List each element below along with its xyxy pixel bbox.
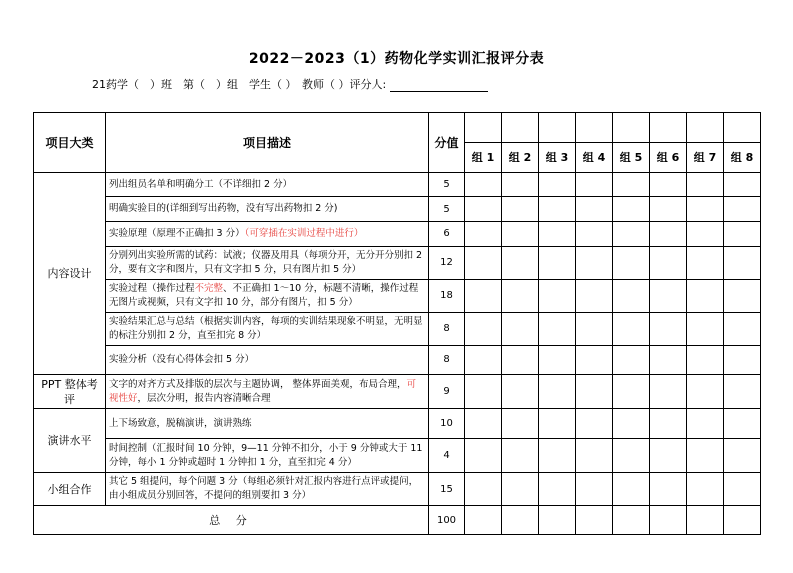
table-row — [34, 345, 761, 375]
total-entry-cell[interactable] — [650, 506, 687, 535]
score-entry-cell[interactable] — [576, 473, 613, 506]
score-entry-cell[interactable] — [576, 222, 613, 247]
total-entry-cell[interactable] — [724, 506, 761, 535]
score-entry-cell[interactable] — [613, 172, 650, 197]
score-entry-cell[interactable] — [724, 345, 761, 375]
score-entry-cell[interactable] — [687, 473, 724, 506]
score-entry-cell[interactable] — [724, 473, 761, 506]
header-group-7: 组 7 — [687, 142, 724, 172]
category-team: 小组合作 — [34, 473, 106, 506]
score-entry-cell[interactable] — [539, 473, 576, 506]
row-description: 列出组员名单和明确分工（不详细扣 2 分） — [106, 172, 429, 197]
score-entry-cell[interactable] — [687, 222, 724, 247]
group-header-top-cell — [724, 113, 761, 143]
score-entry-cell[interactable] — [576, 439, 613, 473]
row-description: 实验结果汇总与总结（根据实训内容，每项的实训结果现象不明显，无明显的标注分别扣 2 分，直至扣完 8 分） — [106, 312, 429, 345]
table-row — [34, 312, 761, 345]
total-entry-cell[interactable] — [613, 506, 650, 535]
score-entry-cell[interactable] — [465, 439, 502, 473]
score-entry-cell[interactable] — [465, 172, 502, 197]
group-header-top-cell — [613, 113, 650, 143]
row-score: 4 — [429, 439, 465, 473]
header-category: 项目大类 — [34, 113, 106, 173]
group-header-top-cell — [502, 113, 539, 143]
header-group-5: 组 5 — [613, 142, 650, 172]
score-entry-cell[interactable] — [724, 279, 761, 312]
score-entry-cell[interactable] — [576, 312, 613, 345]
row-description: 实验分析（没有心得体会扣 5 分） — [106, 345, 429, 375]
score-entry-cell[interactable] — [613, 439, 650, 473]
score-entry-cell[interactable] — [465, 409, 502, 439]
score-entry-cell[interactable] — [502, 409, 539, 439]
total-score: 100 — [429, 506, 465, 535]
score-entry-cell[interactable] — [613, 409, 650, 439]
header-description: 项目描述 — [106, 113, 429, 173]
row-score: 12 — [429, 246, 465, 279]
row-description: 时间控制（汇报时间 10 分钟，9—11 分钟不扣分，小于 9 分钟或大于 11 分钟，每小 1 分钟或超时 1 分钟扣 1 分，直至扣完 4 分） — [106, 439, 429, 473]
header-group-1: 组 1 — [465, 142, 502, 172]
score-entry-cell[interactable] — [650, 375, 687, 409]
total-row — [34, 506, 761, 535]
score-entry-cell[interactable] — [502, 197, 539, 222]
score-entry-cell[interactable] — [539, 439, 576, 473]
row-score: 10 — [429, 409, 465, 439]
score-entry-cell[interactable] — [502, 473, 539, 506]
score-entry-cell[interactable] — [724, 222, 761, 247]
score-entry-cell[interactable] — [502, 439, 539, 473]
score-entry-cell[interactable] — [687, 439, 724, 473]
score-entry-cell[interactable] — [650, 197, 687, 222]
score-entry-cell[interactable] — [613, 375, 650, 409]
score-entry-cell[interactable] — [650, 279, 687, 312]
score-entry-cell[interactable] — [465, 197, 502, 222]
score-entry-cell[interactable] — [650, 345, 687, 375]
evaluator-blank — [390, 79, 488, 92]
score-entry-cell[interactable] — [687, 197, 724, 222]
score-entry-cell[interactable] — [539, 409, 576, 439]
total-label: 总 分 — [34, 506, 429, 535]
description-text: 实验过程（操作过程 — [109, 282, 195, 294]
score-entry-cell[interactable] — [539, 222, 576, 247]
category-content-design: 内容设计 — [34, 172, 106, 375]
score-entry-cell[interactable] — [613, 312, 650, 345]
info-text: 21药学（ ）班 第（ ）组 学生（ ） 教师（ ）评分人: — [92, 78, 387, 91]
red-note-text: （可穿插在实训过程中进行） — [244, 227, 364, 239]
row-score: 18 — [429, 279, 465, 312]
score-entry-cell[interactable] — [539, 375, 576, 409]
row-description: 上下场致意，脱稿演讲，演讲熟练 — [106, 409, 429, 439]
score-entry-cell[interactable] — [465, 473, 502, 506]
total-entry-cell[interactable] — [687, 506, 724, 535]
score-entry-cell[interactable] — [465, 279, 502, 312]
row-description — [106, 222, 429, 247]
row-score: 5 — [429, 197, 465, 222]
score-entry-cell[interactable] — [687, 246, 724, 279]
score-entry-cell[interactable] — [502, 345, 539, 375]
score-entry-cell[interactable] — [502, 375, 539, 409]
score-entry-cell[interactable] — [539, 312, 576, 345]
score-entry-cell[interactable] — [613, 197, 650, 222]
score-entry-cell[interactable] — [650, 222, 687, 247]
row-score: 9 — [429, 375, 465, 409]
score-entry-cell[interactable] — [724, 246, 761, 279]
score-entry-cell[interactable] — [576, 345, 613, 375]
score-entry-cell[interactable] — [465, 222, 502, 247]
score-entry-cell[interactable] — [539, 246, 576, 279]
score-entry-cell[interactable] — [465, 375, 502, 409]
score-entry-cell[interactable] — [650, 246, 687, 279]
score-entry-cell[interactable] — [724, 409, 761, 439]
table-row — [34, 197, 761, 222]
description-text: ，层次分明，报告内容清晰合理 — [137, 392, 271, 404]
score-entry-cell[interactable] — [576, 375, 613, 409]
score-entry-cell[interactable] — [613, 246, 650, 279]
score-entry-cell[interactable] — [576, 172, 613, 197]
header-group-6: 组 6 — [650, 142, 687, 172]
total-entry-cell[interactable] — [576, 506, 613, 535]
score-entry-cell[interactable] — [539, 279, 576, 312]
red-note-text: 可视性好 — [109, 378, 417, 404]
total-entry-cell[interactable] — [502, 506, 539, 535]
score-entry-cell[interactable] — [502, 279, 539, 312]
description-text: 、不正确扣 1～10 分，标题不清晰，操作过程无图片或视频，只有文字扣 10 分，部分有图片，扣 5 分） — [109, 282, 419, 308]
score-entry-cell[interactable] — [724, 375, 761, 409]
score-entry-cell[interactable] — [539, 197, 576, 222]
header-group-3: 组 3 — [539, 142, 576, 172]
row-score: 8 — [429, 312, 465, 345]
table-row — [34, 222, 761, 247]
group-header-top-cell — [576, 113, 613, 143]
score-entry-cell[interactable] — [539, 172, 576, 197]
table-row — [34, 409, 761, 439]
group-header-top-cell — [687, 113, 724, 143]
row-score: 6 — [429, 222, 465, 247]
score-entry-cell[interactable] — [724, 439, 761, 473]
score-entry-cell[interactable] — [687, 375, 724, 409]
row-description — [106, 375, 429, 409]
row-description: 明确实验目的(详细到写出药物，没有写出药物扣 2 分) — [106, 197, 429, 222]
score-entry-cell[interactable] — [687, 409, 724, 439]
score-entry-cell[interactable] — [724, 197, 761, 222]
score-entry-cell[interactable] — [724, 172, 761, 197]
header-score: 分值 — [429, 113, 465, 173]
score-entry-cell[interactable] — [687, 279, 724, 312]
row-score: 15 — [429, 473, 465, 506]
score-entry-cell[interactable] — [576, 197, 613, 222]
table-row — [34, 439, 761, 473]
score-entry-cell[interactable] — [650, 409, 687, 439]
category-speech: 演讲水平 — [34, 409, 106, 473]
scoring-table — [33, 112, 761, 535]
group-header-top-cell — [650, 113, 687, 143]
score-entry-cell[interactable] — [465, 246, 502, 279]
description-text: 文字的对齐方式及排版的层次与主题协调， 整体界面美观，布局合理， — [109, 378, 407, 390]
score-entry-cell[interactable] — [502, 172, 539, 197]
score-entry-cell[interactable] — [576, 409, 613, 439]
group-header-top-cell — [539, 113, 576, 143]
score-entry-cell[interactable] — [613, 473, 650, 506]
red-note-text: 不完整 — [194, 282, 224, 294]
score-entry-cell[interactable] — [613, 222, 650, 247]
table-row — [34, 279, 761, 312]
score-entry-cell[interactable] — [650, 439, 687, 473]
table-row — [34, 246, 761, 279]
header-group-8: 组 8 — [724, 142, 761, 172]
info-line — [92, 76, 488, 92]
header-group-2: 组 2 — [502, 142, 539, 172]
description-text: 实验原理（原理不正确扣 3 分） — [109, 227, 245, 239]
score-entry-cell[interactable] — [502, 246, 539, 279]
page-title: 2022－2023（1）药物化学实训汇报评分表 — [248, 51, 545, 67]
score-entry-cell[interactable] — [465, 345, 502, 375]
score-entry-cell[interactable] — [576, 246, 613, 279]
score-entry-cell[interactable] — [613, 279, 650, 312]
score-entry-cell[interactable] — [576, 279, 613, 312]
score-entry-cell[interactable] — [650, 473, 687, 506]
score-entry-cell[interactable] — [687, 345, 724, 375]
row-description: 其它 5 组提问，每个问题 3 分（每组必须针对汇报内容进行点评或提问，由小组成员分别回答，不提问的组别要扣 3 分） — [106, 473, 429, 506]
category-ppt: PPT 整体考评 — [34, 375, 106, 409]
score-entry-cell[interactable] — [502, 222, 539, 247]
score-entry-cell[interactable] — [650, 312, 687, 345]
row-score: 8 — [429, 345, 465, 375]
table-row — [34, 473, 761, 506]
total-entry-cell[interactable] — [539, 506, 576, 535]
table-row — [34, 172, 761, 197]
row-description: 分别列出实验所需的试药：试液；仪器及用具（每项分开，无分开分别扣 2 分，要有文字和图片，只有文字扣 5 分，只有图片扣 5 分） — [106, 246, 429, 279]
score-entry-cell[interactable] — [687, 312, 724, 345]
header-group-4: 组 4 — [576, 142, 613, 172]
score-entry-cell[interactable] — [465, 312, 502, 345]
score-entry-cell[interactable] — [613, 345, 650, 375]
table-row — [34, 375, 761, 409]
group-header-top-cell — [465, 113, 502, 143]
score-entry-cell[interactable] — [724, 312, 761, 345]
row-description — [106, 279, 429, 312]
total-entry-cell[interactable] — [465, 506, 502, 535]
score-entry-cell[interactable] — [539, 345, 576, 375]
row-score: 5 — [429, 172, 465, 197]
score-entry-cell[interactable] — [502, 312, 539, 345]
score-entry-cell[interactable] — [687, 172, 724, 197]
score-entry-cell[interactable] — [650, 172, 687, 197]
